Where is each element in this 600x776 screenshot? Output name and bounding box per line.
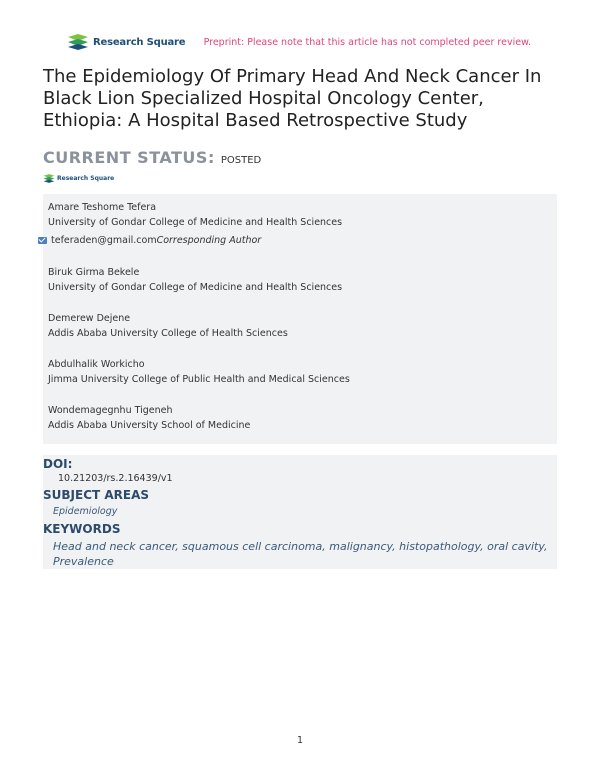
author-affiliation: University of Gondar College of Medicine and Health Sciences: [48, 217, 343, 228]
author-2: [48, 265, 342, 295]
metadata-section: [43, 455, 557, 569]
research-square-logo[interactable]: [67, 34, 185, 50]
doi-value[interactable]: 10.21203/rs.2.16439/v1: [58, 473, 173, 484]
author-affiliation: Addis Ababa University School of Medicine: [48, 420, 251, 431]
subject-area-value[interactable]: Epidemiology: [53, 506, 118, 517]
small-research-square-logo: [43, 174, 114, 183]
research-square-logo-icon: [67, 34, 89, 50]
keywords-label: KEYWORDS: [43, 522, 121, 536]
author-affiliation: Addis Ababa University College of Health Sciences: [48, 328, 288, 339]
small-logo-text: Research Square: [57, 175, 115, 182]
author-4: [48, 357, 350, 387]
author-name: Abdulhalik Workicho: [48, 359, 145, 370]
mail-icon: [38, 237, 47, 244]
preprint-notice: Preprint: Please note that this article has not completed peer review.: [203, 37, 531, 48]
author-5: [48, 403, 250, 433]
status-value: POSTED: [220, 155, 262, 166]
subject-areas-label: SUBJECT AREAS: [43, 488, 150, 502]
author-name: Amare Teshome Tefera: [48, 202, 157, 213]
author-name: Demerew Dejene: [48, 313, 131, 324]
page-number: 1: [296, 735, 304, 746]
authors-section: [43, 194, 557, 444]
keywords-value: Head and neck cancer, squamous cell carcinoma, malignancy, histopathology, oral cavity, Prevalence: [53, 540, 548, 568]
current-status: [43, 148, 261, 167]
corresponding-email-row: [38, 235, 261, 246]
small-logo-icon: [43, 174, 55, 183]
logo-text: Research Square: [93, 36, 186, 48]
status-label: CURRENT STATUS:: [43, 148, 215, 167]
page-header: [67, 34, 537, 54]
author-1: [48, 200, 342, 230]
doi-label: DOI:: [43, 457, 73, 471]
author-name: Biruk Girma Bekele: [48, 267, 140, 278]
author-affiliation: Jimma University College of Public Health and Medical Sciences: [48, 374, 350, 385]
author-email[interactable]: teferaden@gmail.com: [51, 235, 157, 246]
author-affiliation: University of Gondar College of Medicine and Health Sciences: [48, 282, 343, 293]
author-name: Wondemagegnhu Tigeneh: [48, 405, 173, 416]
corresponding-author-note: Corresponding Author: [156, 235, 262, 246]
author-3: [48, 311, 288, 341]
paper-title: The Epidemiology Of Primary Head And Neck Cancer In Black Lion Specialized Hospital Oncology Center, Ethiopia: A Hospital Based Retrospective Study: [43, 66, 542, 131]
